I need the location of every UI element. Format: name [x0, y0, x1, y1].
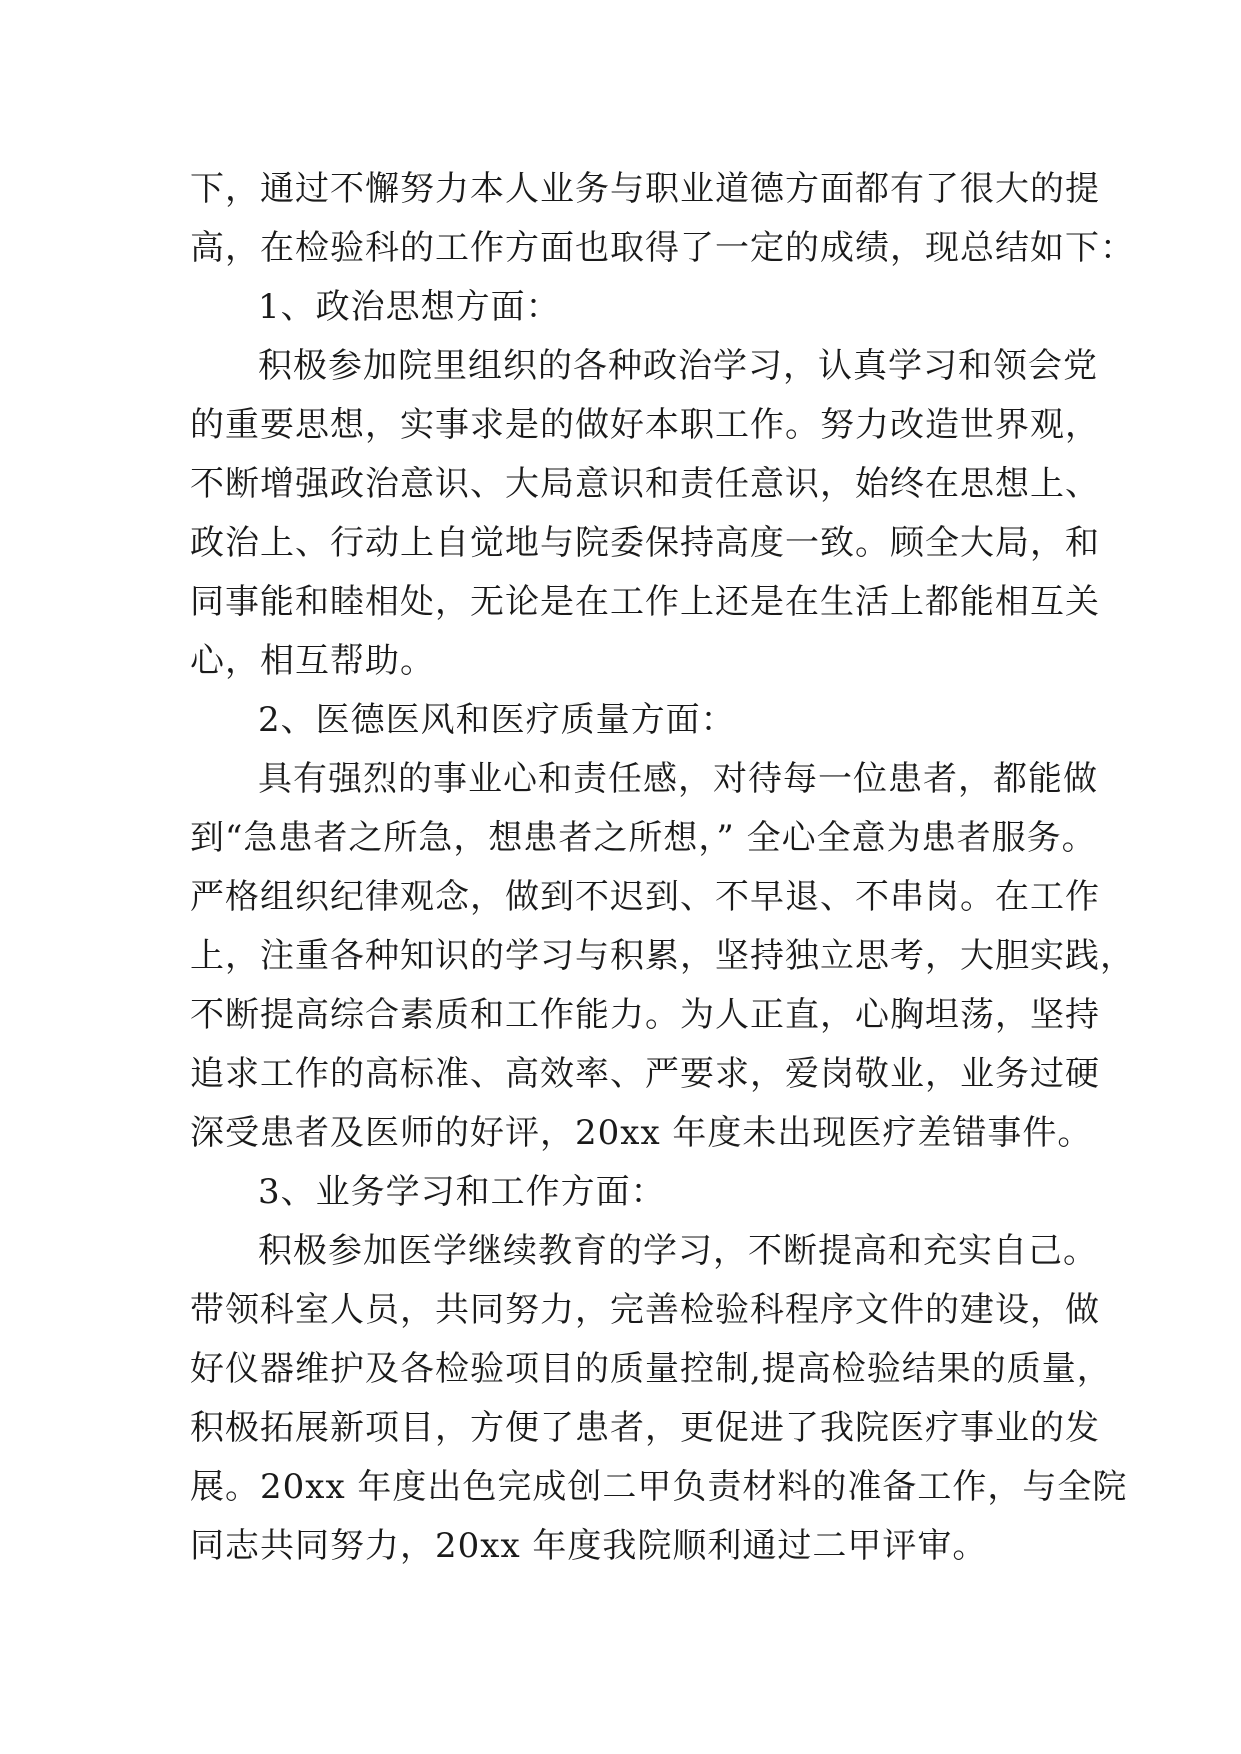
- text-line: 下，通过不懈努力本人业务与职业道德方面都有了很大的提: [190, 169, 1100, 209]
- text-line: 严格组织纪律观念，做到不迟到、不早退、不串岗。在工作: [190, 877, 1100, 917]
- document-body: [190, 160, 1135, 1576]
- text-line: 积极参加医学继续教育的学习，不断提高和充实自己。: [258, 1231, 1098, 1271]
- text-line: 追求工作的高标准、高效率、严要求，爱岗敬业，业务过硬: [190, 1054, 1100, 1094]
- text-line: 带领科室人员，共同努力，完善检验科程序文件的建设，做: [190, 1290, 1100, 1330]
- text-line: 到“急患者之所急，想患者之所想，” 全心全意为患者服务。: [190, 818, 1097, 858]
- text-line: 高，在检验科的工作方面也取得了一定的成绩，现总结如下：: [190, 228, 1135, 268]
- text-line: 不断增强政治意识、大局意识和责任意识，始终在思想上、: [190, 464, 1100, 504]
- text-line: 积极拓展新项目，方便了患者，更促进了我院医疗事业的发: [190, 1408, 1100, 1448]
- text-line: 3、业务学习和工作方面：: [258, 1172, 666, 1212]
- text-line: 好仪器维护及各检验项目的质量控制,提高检验结果的质量，: [190, 1349, 1112, 1389]
- text-line: 具有强烈的事业心和责任感，对待每一位患者，都能做: [258, 759, 1098, 799]
- text-line: 展。20xx 年度出色完成创二甲负责材料的准备工作，与全院: [190, 1467, 1128, 1507]
- text-line: 2、医德医风和医疗质量方面：: [258, 700, 736, 740]
- text-line: 1、政治思想方面：: [258, 287, 561, 327]
- text-line: 上，注重各种知识的学习与积累，坚持独立思考，大胆实践，: [190, 936, 1135, 976]
- text-line: 心，相互帮助。: [190, 641, 435, 681]
- text-line: 不断提高综合素质和工作能力。为人正直，心胸坦荡，坚持: [190, 995, 1100, 1035]
- text-line: 同志共同努力，20xx 年度我院顺利通过二甲评审。: [190, 1526, 988, 1566]
- text-line: 的重要思想，实事求是的做好本职工作。努力改造世界观，: [190, 405, 1100, 445]
- text-line: 政治上、行动上自觉地与院委保持高度一致。顾全大局，和: [190, 523, 1100, 563]
- text-line: 深受患者及医师的好评，20xx 年度未出现医疗差错事件。: [190, 1113, 1093, 1153]
- text-line: 同事能和睦相处，无论是在工作上还是在生活上都能相互关: [190, 582, 1100, 622]
- text-line: 积极参加院里组织的各种政治学习，认真学习和领会党: [258, 346, 1098, 386]
